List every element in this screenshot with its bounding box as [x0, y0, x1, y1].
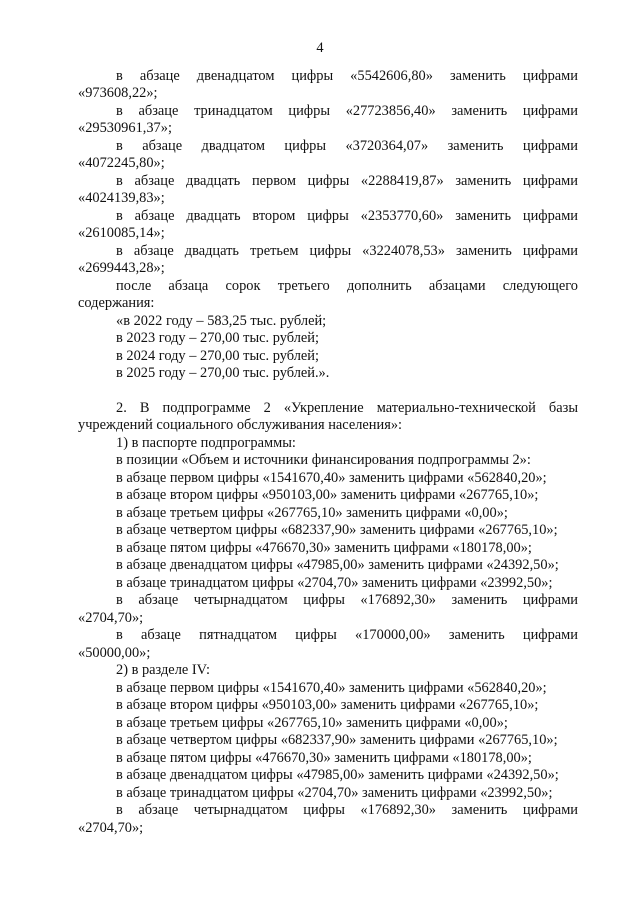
text-line: в абзаце пятом цифры «476670,30» заменить цифрами «180178,00»; [116, 540, 532, 556]
text-line: 1) в паспорте подпрограммы: [116, 435, 296, 451]
text-line: «2610085,14»; [78, 225, 165, 241]
text-line: в абзаце двадцать втором цифры «2353770,60» заменить цифрами [116, 208, 578, 224]
text-line: в абзаце четырнадцатом цифры «176892,30» заменить цифрами [116, 592, 578, 608]
text-line: в абзаце первом цифры «1541670,40» заменить цифрами «562840,20»; [116, 470, 547, 486]
text-line: в абзаце пятом цифры «476670,30» заменить цифрами «180178,00»; [116, 750, 532, 766]
text-line: в абзаце третьем цифры «267765,10» заменить цифрами «0,00»; [116, 715, 508, 731]
text-line: в абзаце двадцать третьем цифры «3224078,53» заменить цифрами [116, 243, 578, 259]
text-line: в абзаце тринадцатом цифры «2704,70» заменить цифрами «23992,50»; [116, 575, 553, 591]
text-line: в абзаце двенадцатом цифры «47985,00» заменить цифрами «24392,50»; [116, 767, 559, 783]
page-number: 4 [316, 40, 324, 56]
text-line: в абзаце втором цифры «950103,00» заменить цифрами «267765,10»; [116, 487, 539, 503]
text-line: в абзаце пятнадцатом цифры «170000,00» заменить цифрами [116, 627, 578, 643]
text-line: в 2023 году – 270,00 тыс. рублей; [116, 330, 319, 346]
text-line: 2. В подпрограмме 2 «Укрепление материально-технической базы [116, 400, 578, 416]
text-line: «4024139,83»; [78, 190, 165, 206]
text-line: в 2025 году – 270,00 тыс. рублей.». [116, 365, 330, 381]
text-line: «2704,70»; [78, 820, 144, 836]
text-line: в абзаце третьем цифры «267765,10» заменить цифрами «0,00»; [116, 505, 508, 521]
text-line: «в 2022 году – 583,25 тыс. рублей; [116, 313, 327, 329]
text-line: в абзаце двадцать первом цифры «2288419,87» заменить цифрами [116, 173, 578, 189]
text-line: «29530961,37»; [78, 120, 172, 136]
text-line: в 2024 году – 270,00 тыс. рублей; [116, 348, 319, 364]
text-line: учреждений социального обслуживания населения»: [78, 417, 403, 433]
text-line: в абзаце четырнадцатом цифры «176892,30» заменить цифрами [116, 802, 578, 818]
text-line: «4072245,80»; [78, 155, 165, 171]
text-line: содержания: [78, 295, 155, 311]
text-line: в абзаце двадцатом цифры «3720364,07» заменить цифрами [116, 138, 578, 154]
text-line: в абзаце втором цифры «950103,00» заменить цифрами «267765,10»; [116, 697, 539, 713]
text-line: в абзаце двенадцатом цифры «47985,00» заменить цифрами «24392,50»; [116, 557, 559, 573]
text-line: в абзаце тринадцатом цифры «27723856,40» заменить цифрами [116, 103, 578, 119]
text-line: 2) в разделе IV: [116, 662, 210, 678]
text-line: в позиции «Объем и источники финансирования подпрограммы 2»: [116, 452, 531, 468]
text-line: в абзаце четвертом цифры «682337,90» заменить цифрами «267765,10»; [116, 522, 558, 538]
text-line: «50000,00»; [78, 645, 151, 661]
text-line: «2704,70»; [78, 610, 144, 626]
text-line: в абзаце первом цифры «1541670,40» заменить цифрами «562840,20»; [116, 680, 547, 696]
text-line: «973608,22»; [78, 85, 158, 101]
text-line: в абзаце четвертом цифры «682337,90» заменить цифрами «267765,10»; [116, 732, 558, 748]
text-line: в абзаце тринадцатом цифры «2704,70» заменить цифрами «23992,50»; [116, 785, 553, 801]
text-line: «2699443,28»; [78, 260, 165, 276]
text-line: в абзаце двенадцатом цифры «5542606,80» заменить цифрами [116, 68, 578, 84]
text-line: после абзаца сорок третьего дополнить абзацами следующего [116, 278, 578, 294]
